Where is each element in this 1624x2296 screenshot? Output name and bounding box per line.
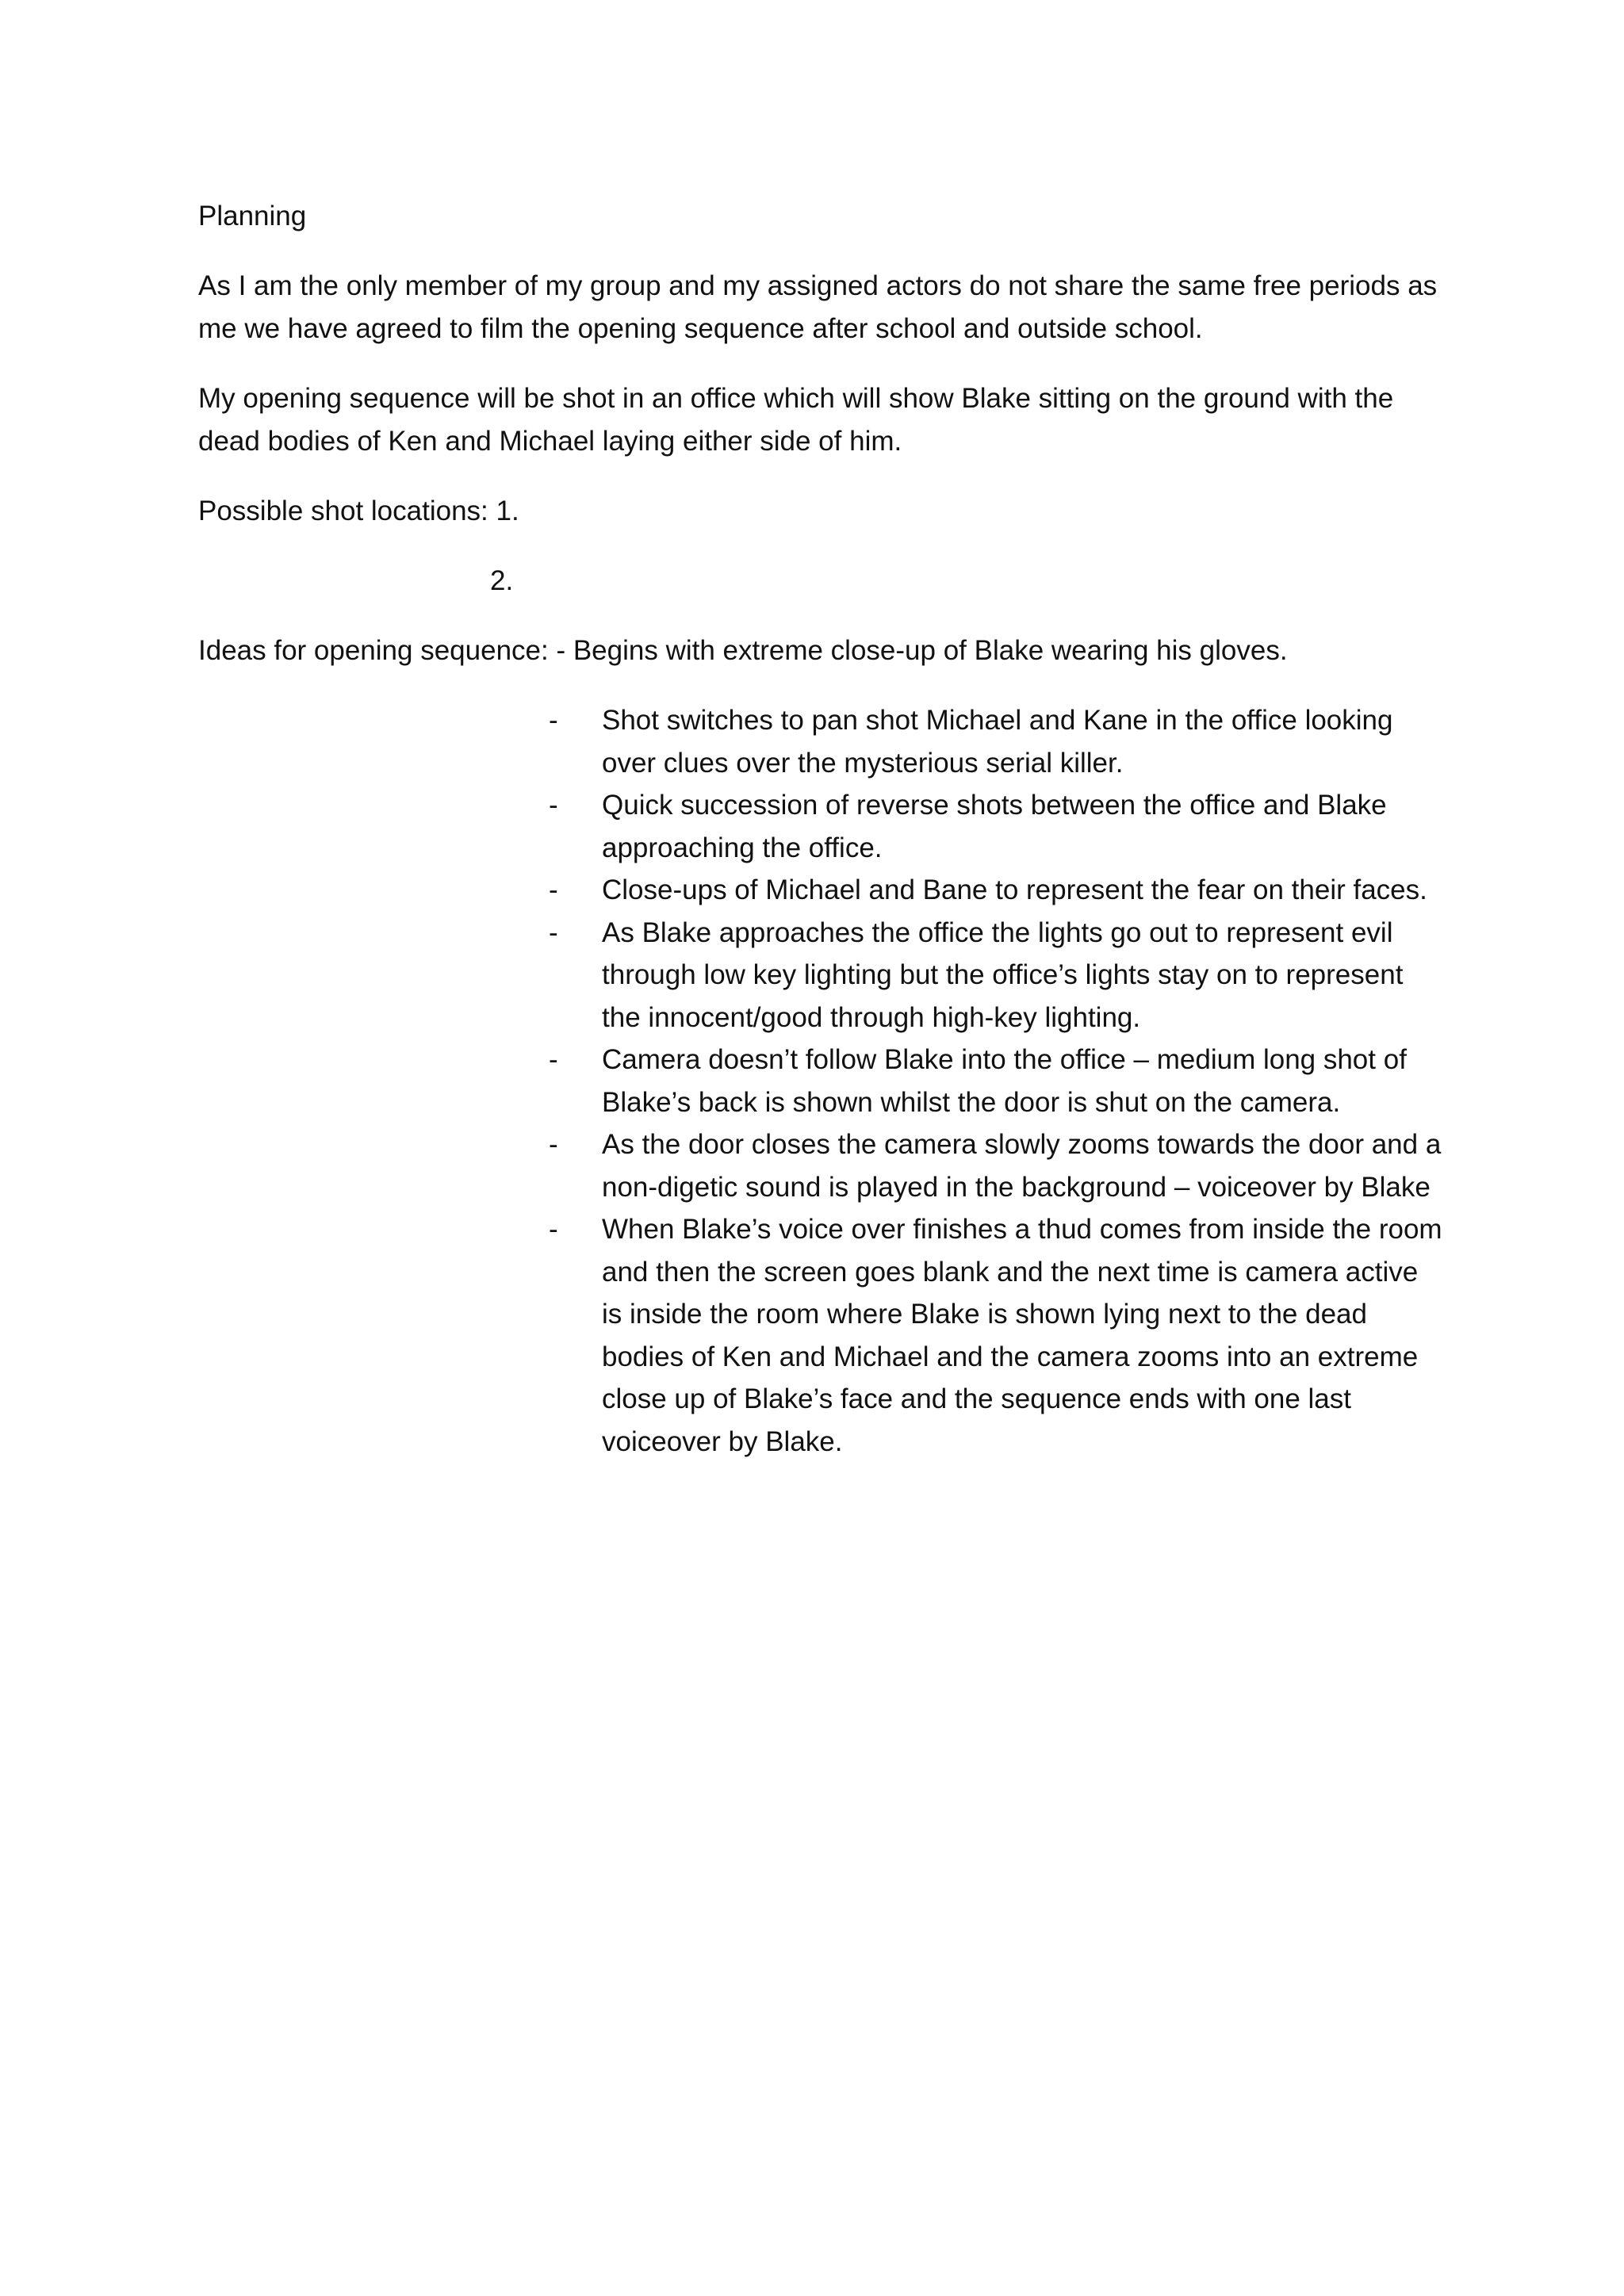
list-item [549, 784, 1445, 869]
document-title: Planning [198, 201, 307, 232]
bullet-dash: - [549, 916, 558, 948]
intro-paragraph: As I am the only member of my group and my assigned actors do not share the same free periods as me we have agreed to film the opening sequence after school and outside school. [198, 270, 1438, 344]
ideas-list [549, 699, 1445, 1463]
shot-locations-label: Possible shot locations: 1. [198, 496, 519, 526]
list-item [549, 699, 1445, 784]
bullet-dash: - [549, 705, 558, 736]
bullet-dash: - [549, 1129, 558, 1160]
list-item-text: Camera doesn’t follow Blake into the office – medium long shot of Blake’s back is shown whilst the door is shut on the camera. [602, 1044, 1407, 1118]
list-item-text: Shot switches to pan shot Michael and Kane in the office looking over clues over the mysterious serial killer. [602, 705, 1393, 779]
bullet-dash: - [549, 1214, 558, 1245]
list-item-text: As the door closes the camera slowly zooms towards the door and a non-digetic sound is played in the background – voiceover by Blake [602, 1129, 1442, 1203]
list-item [549, 1123, 1445, 1208]
list-item-text: Quick succession of reverse shots between the office and Blake approaching the office. [602, 790, 1387, 863]
list-item [549, 912, 1445, 1039]
list-item [549, 1039, 1445, 1123]
list-item-text: Close-ups of Michael and Bane to represent the fear on their faces. [602, 874, 1427, 905]
bullet-dash: - [549, 1044, 558, 1075]
ideas-first-line: Ideas for opening sequence: - Begins with extreme close-up of Blake wearing his gloves. [198, 635, 1288, 666]
list-item-text: As Blake approaches the office the lights go out to represent evil through low key lighting but the office’s lights stay on to represent the innocent/good through high-key lighting. [602, 916, 1404, 1033]
shot-location-2: 2. [490, 565, 514, 596]
bullet-dash: - [549, 790, 558, 821]
list-item-text: When Blake’s voice over finishes a thud comes from inside the room and then the screen goes blank and the next time is camera active is inside the room where Blake is shown lying next to the dead bodies of Ken and Michael and the camera zooms into an extreme close up of Blake’s face and the sequence ends with one last voiceover by Blake. [602, 1214, 1442, 1457]
list-item [549, 1208, 1445, 1463]
bullet-dash: - [549, 874, 558, 905]
list-item [549, 869, 1445, 912]
location-paragraph: My opening sequence will be shot in an office which will show Blake sitting on the ground with the dead bodies of Ken and Michael laying either side of him. [198, 383, 1394, 457]
